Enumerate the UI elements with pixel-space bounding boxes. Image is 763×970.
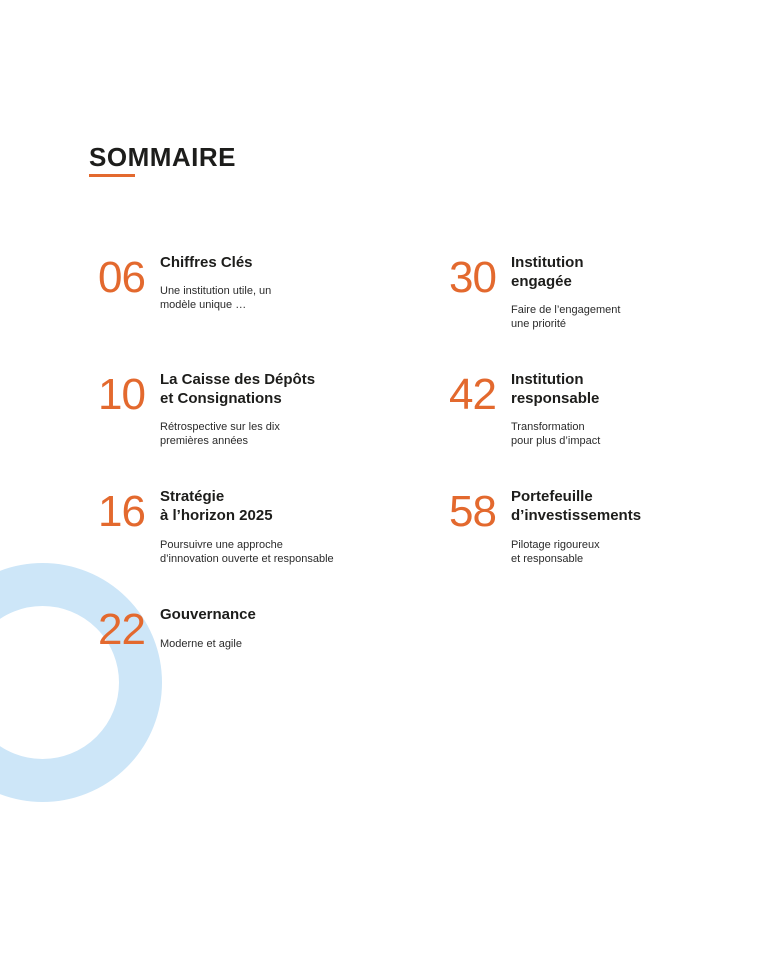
- toc-heading-line: Stratégie: [160, 488, 225, 505]
- toc-heading-line: d’investissements: [511, 507, 642, 524]
- toc-heading: [511, 487, 741, 525]
- toc-heading: [160, 487, 390, 525]
- toc-description-line: Faire de l’engagement: [511, 304, 621, 316]
- toc-heading: [511, 253, 741, 291]
- toc-description-line: Transformation: [511, 421, 585, 433]
- decorative-ring: [0, 563, 162, 802]
- toc-heading-line: à l’horizon 2025: [160, 507, 273, 524]
- toc-heading-line: Institution: [511, 371, 584, 388]
- toc-page-number: 30: [449, 253, 496, 302]
- toc-description-line: modèle unique …: [160, 299, 247, 311]
- toc-heading-line: Chiffres Clés: [160, 254, 253, 271]
- toc-description: [511, 303, 741, 331]
- toc-page-number: 16: [98, 487, 145, 536]
- toc-description-line: et responsable: [511, 553, 584, 565]
- toc-heading-line: engagée: [511, 273, 572, 290]
- toc-description: [160, 420, 390, 448]
- page-title: SOMMAIRE: [89, 142, 236, 172]
- toc-heading-line: Gouvernance: [160, 606, 256, 623]
- title-underline: [89, 174, 135, 177]
- toc-description-line: Poursuivre une approche: [160, 539, 283, 551]
- toc-description-line: une priorité: [511, 318, 567, 330]
- toc-heading: [511, 370, 741, 408]
- toc-description: [160, 637, 390, 651]
- toc-description-line: Pilotage rigoureux: [511, 539, 600, 551]
- toc-heading-line: La Caisse des Dépôts: [160, 371, 316, 388]
- toc-description-line: Moderne et agile: [160, 638, 242, 650]
- toc-description: [160, 284, 390, 312]
- toc-description-line: premières années: [160, 435, 249, 447]
- toc-page-number: 42: [449, 370, 496, 419]
- toc-description: [511, 538, 741, 566]
- toc-heading-line: Institution: [511, 254, 584, 271]
- toc-description-line: Rétrospective sur les dix: [160, 421, 280, 433]
- toc-heading: [160, 253, 390, 272]
- toc-heading: [160, 605, 390, 624]
- toc-description: [160, 538, 390, 566]
- toc-heading: [160, 370, 390, 408]
- toc-heading-line: responsable: [511, 390, 600, 407]
- toc-description-line: d’innovation ouverte et responsable: [160, 553, 334, 565]
- toc-description: [511, 420, 741, 448]
- toc-heading-line: Portefeuille: [511, 488, 593, 505]
- toc-page-number: 10: [98, 370, 145, 419]
- toc-description-line: Une institution utile, un: [160, 285, 272, 297]
- toc-heading-line: et Consignations: [160, 390, 282, 407]
- toc-page-number: 06: [98, 253, 145, 302]
- toc-page-number: 22: [98, 605, 145, 654]
- toc-page-number: 58: [449, 487, 496, 536]
- toc-description-line: pour plus d’impact: [511, 435, 601, 447]
